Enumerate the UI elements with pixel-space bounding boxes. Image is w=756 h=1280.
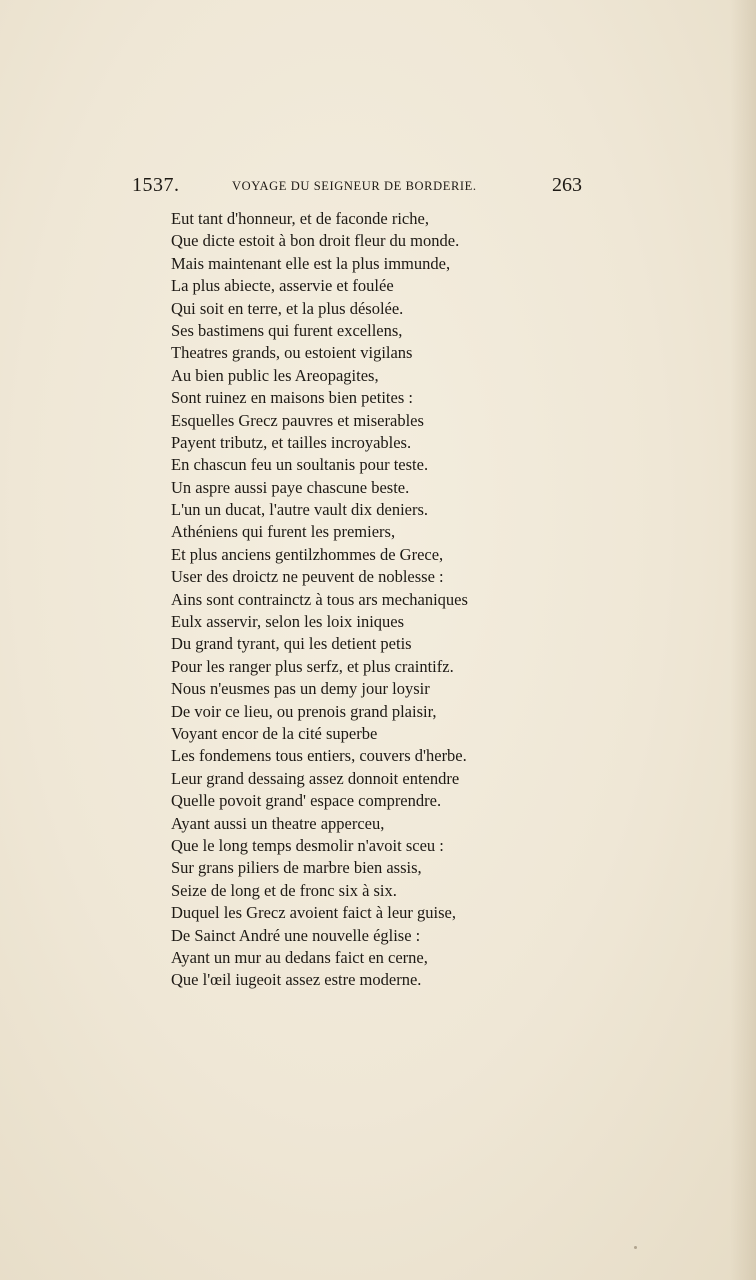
verse-line: Athéniens qui furent les premiers, [171,522,396,542]
page-number: 263 [552,174,582,196]
verse-line: Duquel les Grecz avoient faict à leur guise, [171,903,456,923]
verse-line: Theatres grands, ou estoient vigilans [171,343,413,363]
verse-line: Eut tant d'honneur, et de faconde riche, [171,209,429,228]
verse-line: Pour les ranger plus serfz, et plus craintifz. [171,656,454,676]
running-head-year: 1537. [132,174,180,196]
running-head-title: VOYAGE DU SEIGNEUR DE BORDERIE. [232,179,477,193]
verse-line: Eulx asservir, selon les loix iniques [171,612,405,632]
verse-line: Mais maintenant elle est la plus immunde, [171,253,451,273]
verse-line: Payent tributz, et tailles incroyables. [171,432,412,452]
verse-line: Et plus anciens gentilzhommes de Grece, [171,544,444,564]
verse-line: Ayant aussi un theatre apperceu, [171,813,385,833]
verse-line: Sur grans piliers de marbre bien assis, [171,858,422,878]
verse-line: User des droictz ne peuvent de noblesse : [171,567,444,587]
verse-line: Ains sont contrainctz à tous ars mechaniques [171,589,468,609]
verse-line: Que l'œil iugeoit assez estre moderne. [171,970,422,990]
verse-line: Qui soit en terre, et la plus désolée. [171,298,404,318]
verse-line: Que le long temps desmolir n'avoit sceu : [171,835,444,855]
verse-block [171,208,531,992]
verse-line: Les fondemens tous entiers, couvers d'herbe. [171,746,467,766]
verse-line: En chascun feu un soultanis pour teste. [171,455,429,475]
verse-line: Leur grand dessaing assez donnoit entendre [171,768,460,788]
verse-line: Voyant encor de la cité superbe [171,723,378,743]
verse-line: Ses bastimens qui furent excellens, [171,320,403,340]
verse-line: De Sainct André une nouvelle église : [171,925,421,945]
verse-line: Ayant un mur au dedans faict en cerne, [171,947,428,967]
verse-line: Esquelles Grecz pauvres et miserables [171,410,424,430]
verse-line: La plus abiecte, asservie et foulée [171,276,394,296]
verse-line: Un aspre aussi paye chascune beste. [171,477,410,497]
running-head [132,174,582,198]
paper-speck [634,1246,637,1249]
verse-line: Que dicte estoit à bon droit fleur du monde. [171,231,460,251]
verse-line: L'un un ducat, l'autre vault dix deniers. [171,500,429,520]
verse-line: Nous n'eusmes pas un demy jour loysir [171,679,430,699]
verse-line: Quelle povoit grand' espace comprendre. [171,791,442,811]
verse-line: Du grand tyrant, qui les detient petis [171,634,412,654]
verse-line: Sont ruinez en maisons bien petites : [171,388,413,408]
verse-line: De voir ce lieu, ou prenois grand plaisir, [171,701,437,721]
verse-line: Seize de long et de fronc six à six. [171,880,397,900]
verse-line: Au bien public les Areopagites, [171,365,379,385]
